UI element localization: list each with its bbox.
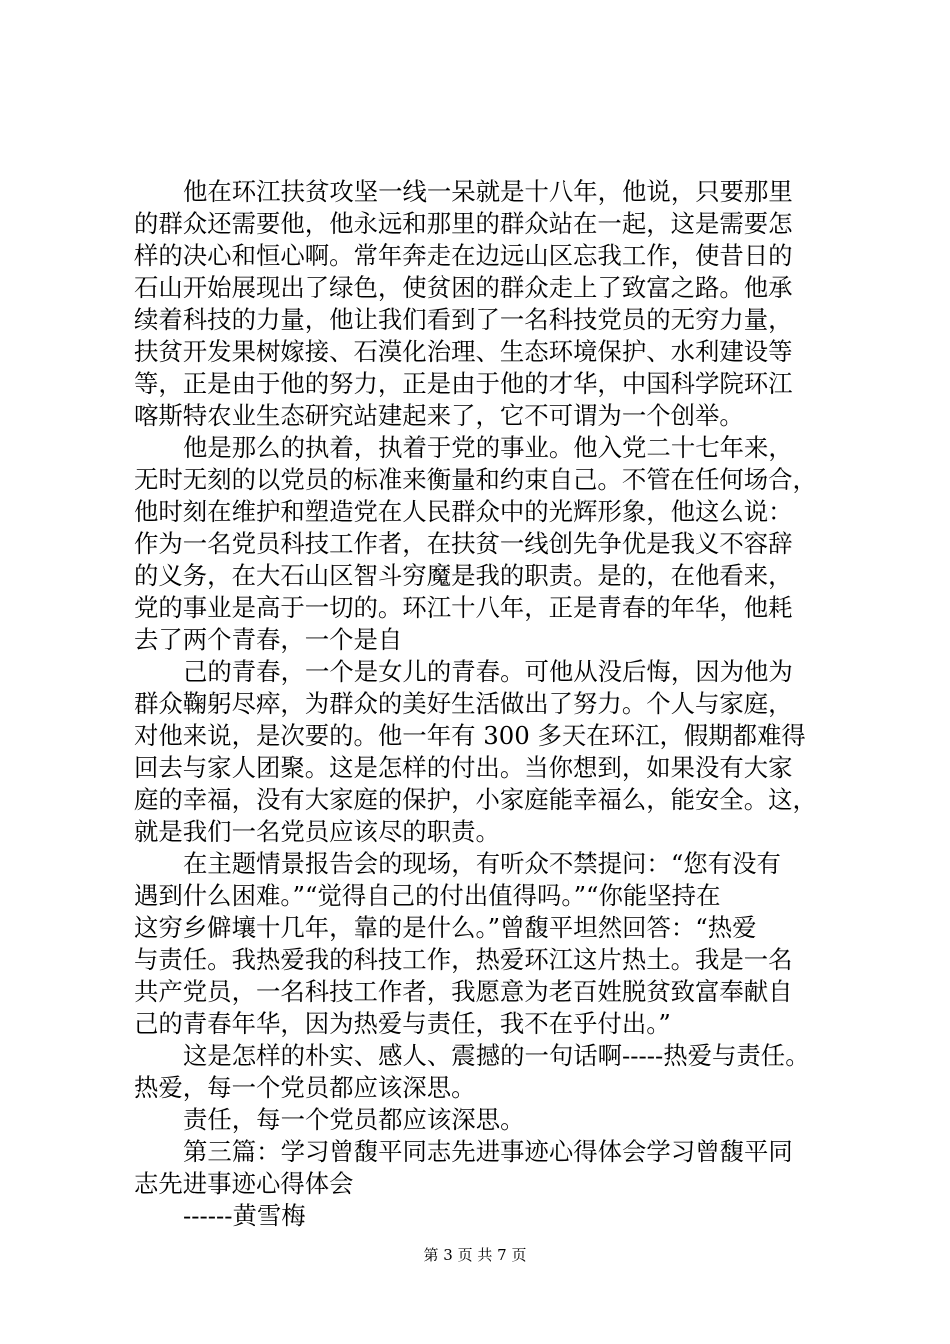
text-line: ------黄雪梅 — [183, 1201, 306, 1230]
text-line: 这穷乡僻壤十几年，靠的是什么。”曾馥平坦然回答：“热爱 — [134, 913, 757, 942]
text-line: 庭的幸福，没有大家庭的保护，小家庭能幸福么，能安全。这， — [134, 785, 817, 814]
page-number-footer: 第 3 页 共 7 页 — [423, 1246, 527, 1264]
text-line: 共产党员，一名科技工作者，我愿意为老百姓脱贫致富奉献自 — [134, 977, 793, 1006]
text-line: 无时无刻的以党员的标准来衡量和约束自己。不管在任何场合， — [134, 465, 817, 494]
text-line: 就是我们一名党员应该尽的职责。 — [134, 817, 500, 846]
text-line: 群众鞠躬尽瘁，为群众的美好生活做出了努力。个人与家庭， — [134, 689, 793, 718]
text-line: 他是那么的执着，执着于党的事业。他入党二十七年来， — [183, 433, 793, 462]
text-line: 的群众还需要他，他永远和那里的群众站在一起，这是需要怎 — [134, 209, 793, 238]
text-line: 喀斯特农业生态研究站建起来了，它不可谓为一个创举。 — [134, 401, 744, 430]
text-line: 的义务，在大石山区智斗穷魔是我的职责。是的，在他看来， — [134, 561, 793, 590]
text-line: 责任，每一个党员都应该深思。 — [183, 1105, 525, 1134]
text-line: 第三篇：学习曾馥平同志先进事迹心得体会学习曾馥平同 — [183, 1137, 793, 1166]
text-line: 这是怎样的朴实、感人、震撼的一句话啊-----热爱与责任。 — [183, 1041, 810, 1070]
text-line: 他在环江扶贫攻坚一线一呆就是十八年，他说，只要那里 — [183, 177, 793, 206]
text-line: 回去与家人团聚。这是怎样的付出。当你想到，如果没有大家 — [134, 753, 793, 782]
text-line: 热爱，每一个党员都应该深思。 — [134, 1073, 476, 1102]
text-line: 己的青春年华，因为热爱与责任，我不在乎付出。” — [134, 1009, 671, 1038]
text-line: 续着科技的力量，他让我们看到了一名科技党员的无穷力量， — [134, 305, 793, 334]
text-line: 他时刻在维护和塑造党在人民群众中的光辉形象，他这么说： — [134, 497, 793, 526]
text-line: 对他来说，是次要的。他一年有 300 多天在环江，假期都难得 — [134, 721, 806, 750]
text-line: 作为一名党员科技工作者，在扶贫一线创先争优是我义不容辞 — [134, 529, 793, 558]
text-line: 等，正是由于他的努力，正是由于他的才华，中国科学院环江 — [134, 369, 793, 398]
text-line: 己的青春，一个是女儿的青春。可他从没后悔，因为他为 — [183, 657, 793, 686]
text-line: 样的决心和恒心啊。常年奔走在边远山区忘我工作，使昔日的 — [134, 241, 793, 270]
text-line: 扶贫开发果树嫁接、石漠化治理、生态环境保护、水利建设等 — [134, 337, 793, 366]
text-line: 在主题情景报告会的现场，有听众不禁提问：“您有没有 — [183, 849, 781, 878]
text-line: 遇到什么困难。”“觉得自己的付出值得吗。”“你能坚持在 — [134, 881, 721, 910]
text-line: 与责任。我热爱我的科技工作，热爱环江这片热土。我是一名 — [134, 945, 793, 974]
text-line: 党的事业是高于一切的。环江十八年，正是青春的年华，他耗 — [134, 593, 793, 622]
text-line: 去了两个青春，一个是自 — [134, 625, 403, 654]
text-line: 志先进事迹心得体会 — [134, 1169, 354, 1198]
text-line: 石山开始展现出了绿色，使贫困的群众走上了致富之路。他承 — [134, 273, 793, 302]
